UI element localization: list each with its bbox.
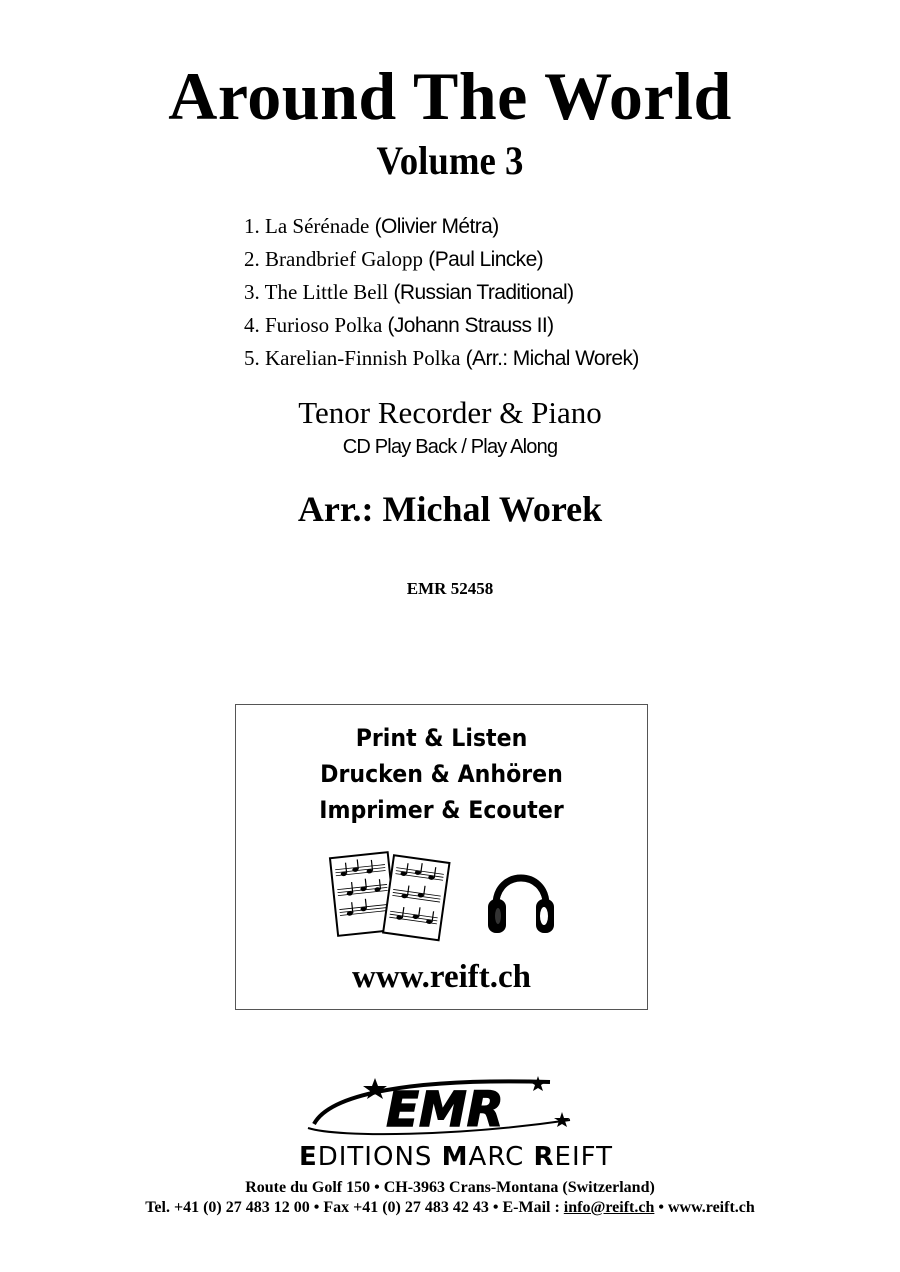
track-number: 4.	[244, 313, 260, 337]
contact-phone-fax: Tel. +41 (0) 27 483 12 00 • Fax +41 (0) 27 483 42 43 • E-Mail :	[145, 1199, 564, 1216]
publisher-initial: R	[533, 1142, 555, 1172]
track-item	[244, 276, 639, 309]
track-item	[244, 243, 639, 276]
print-listen-box	[235, 704, 648, 1010]
track-composer: (Arr.: Michal Worek)	[465, 347, 639, 370]
track-item	[244, 342, 639, 375]
promo-german: Drucken & Anhören	[320, 760, 563, 788]
publisher-name	[236, 1140, 676, 1174]
publisher-word: EIFT	[554, 1142, 614, 1172]
headphones-icon	[486, 855, 556, 939]
track-title: Karelian-Finnish Polka	[265, 346, 461, 370]
emr-logo-text: EMR	[386, 1082, 504, 1138]
track-number: 5.	[244, 346, 260, 370]
track-item	[244, 309, 639, 342]
page-title: Around The World	[168, 58, 732, 134]
publisher-initial: M	[441, 1142, 469, 1172]
sheet-music-icon	[328, 845, 458, 945]
track-number: 1.	[244, 214, 260, 238]
promo-french: Imprimer & Ecouter	[319, 796, 564, 824]
track-title: Furioso Polka	[265, 313, 383, 337]
track-number: 2.	[244, 247, 260, 271]
arranger-credit: Arr.: Michal Worek	[297, 489, 603, 529]
contact-website[interactable]: • www.reift.ch	[654, 1199, 755, 1216]
track-item	[244, 210, 639, 243]
publisher-initial: E	[298, 1142, 318, 1172]
catalog-number: EMR 52458	[406, 579, 494, 598]
track-composer: (Johann Strauss II)	[387, 314, 554, 337]
track-title: Brandbrief Galopp	[265, 247, 424, 271]
track-title: The Little Bell	[264, 280, 389, 304]
track-composer: (Russian Traditional)	[393, 281, 574, 304]
emr-logo	[300, 1072, 590, 1138]
publisher-word: DITIONS	[317, 1142, 433, 1172]
instrumentation: Tenor Recorder & Piano	[298, 395, 602, 430]
publisher-word: ARC	[468, 1142, 525, 1172]
track-list	[244, 210, 639, 375]
volume-subtitle: Volume 3	[376, 138, 524, 183]
track-number: 3.	[244, 280, 260, 304]
promo-english: Print & Listen	[355, 724, 528, 752]
track-title: La Sérénade	[265, 214, 370, 238]
promo-website[interactable]: www.reift.ch	[351, 959, 532, 995]
email-link[interactable]: info@reift.ch	[563, 1199, 655, 1216]
playback-info: CD Play Back / Play Along	[342, 436, 558, 458]
track-composer: (Paul Lincke)	[428, 248, 544, 271]
track-composer: (Olivier Métra)	[374, 215, 499, 238]
publisher-contact	[0, 1198, 900, 1218]
publisher-address: Route du Golf 150 • CH-3963 Crans-Montana (Switzerland)	[245, 1179, 655, 1196]
